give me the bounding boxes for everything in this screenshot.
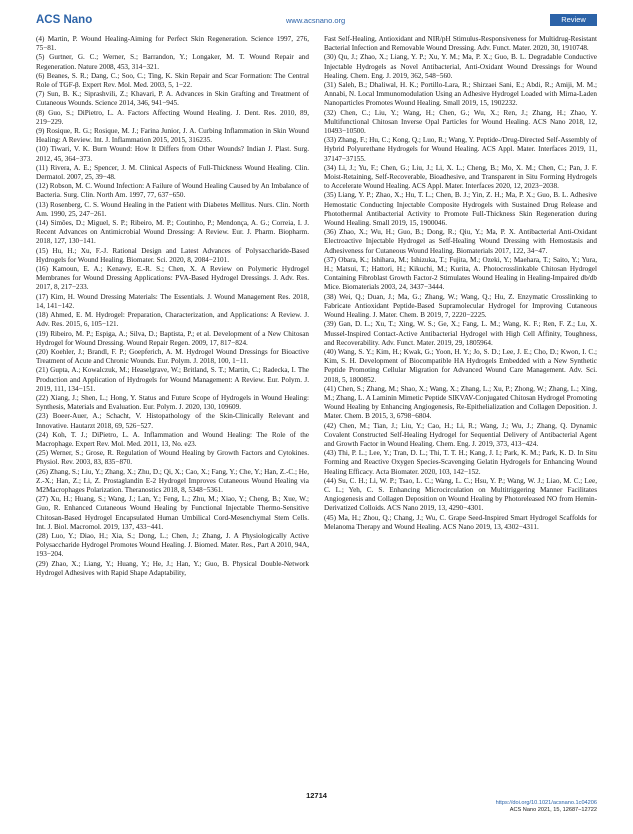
reference-item: (22) Xiang, J.; Shen, L.; Hong, Y. Status and Future Scope of Hydrogels in Wound Healing: Synthesis, Materials and Evaluation. Eur. Polym. J. 2020, 130, 109609. — [36, 393, 309, 412]
reference-item: (23) Boeer-Auer, A.; Schacht, V. Histopathology of the Skin-Clinically Relevant and Innovative. Hautarzt 2018, 69, 526−527. — [36, 412, 309, 430]
reference-item: (32) Chen, C.; Liu, Y.; Wang, H.; Chen, G.; Wu, X.; Ren, J.; Zhang, H.; Zhao, Y. Multifunctional Chitosan Inverse Opal Particles for Wound Healing. ACS Nano 2018, 12, 10493−10500. — [324, 108, 597, 136]
reference-item: (43) Thi, P. L.; Lee, Y.; Tran, D. L.; Thi, T. T. H.; Kang, J. I.; Park, K. M.; Park, K. D. In Situ Forming and Reactive Oxygen Species-Scavenging Gelatin Hydrogels for Enhancing Wound Healing Efficacy. Acta Biomater. 2020, 103, 142−152. — [324, 449, 597, 476]
reference-item: (19) Ribeiro, M. P.; Espiga, A.; Silva, D.; Baptista, P.; et al. Development of a New Chitosan Hydrogel for Wound Dressing. Wound Repair Regen. 2009, 17, 817−824. — [36, 329, 309, 347]
reference-item: (39) Gan, D. L.; Xu, T.; Xing, W. S.; Ge, X.; Fang, L. M.; Wang, K. F.; Ren, F. Z.; Lu, X. Mussel-Inspired Contact-Active Antibacterial Hydrogel with High Cell Affinity, Toughness, and Recoverability. Adv. Funct. Mater. 2019, 29, 1805964. — [324, 320, 597, 347]
reference-item: (36) Zhao, X.; Wu, H.; Guo, B.; Dong, R.; Qiu, Y.; Ma, P. X. Antibacterial Anti-Oxidant Electroactive Injectable Hydrogel as Self-Healing Wound Dressing with Hemostasis and Adhesiveness for Cutaneous Wound Healing. Biomaterials 2017, 122, 34−47. — [324, 228, 597, 255]
reference-item: (16) Kamoun, E. A.; Kenawy, E.-R. S.; Chen, X. A Review on Polymeric Hydrogel Membranes for Wound Dressing Applications: PVA-Based Hydrogel Dressings. J. Adv. Res. 2017, 8, 217−233. — [36, 265, 309, 292]
journal-citation: ACS Nano 2021, 15, 12687−12722 — [509, 807, 597, 813]
reference-item: (25) Werner, S.; Grose, R. Regulation of Wound Healing by Growth Factors and Cytokines. Physiol. Rev. 2003, 83, 835−870. — [36, 449, 309, 467]
footer-citation — [496, 800, 597, 814]
reference-item: (45) Ma, H.; Zhou, Q.; Chang, J.; Wu, C. Grape Seed-Inspired Smart Hydrogel Scaffolds for Melanoma Therapy and Wound Healing. ACS Nano 2019, 13, 4302−4311. — [324, 513, 597, 531]
page-number: 12714 — [306, 791, 327, 800]
reference-item: (17) Kim, H. Wound Dressing Materials: The Essentials. J. Wound Management Res. 2018, 14, 141−142. — [36, 292, 309, 310]
reference-item: (38) Wei, Q.; Duan, J.; Ma, G.; Zhang, W.; Wang, Q.; Hu, Z. Enzymatic Crosslinking to Fabricate Antioxidant Peptide-Based Supramolecular Hydrogel for Improving Cutaneous Wound Healing. J. Mater. Chem. B 2019, 7, 2220−2225. — [324, 292, 597, 320]
reference-item: (35) Liang, Y. P.; Zhao, X.; Hu, T. L.; Chen, B. J.; Yin, Z. H.; Ma, P. X.; Guo, B. L. Adhesive Hemostatic Conducting Injectable Composite Hydrogels with Sustained Drug Release and Photothermal Antibacterial Activity to Promote Full-Thickness Skin Regeneration during Wound Healing. Small 2019, 15, 1900046. — [324, 191, 597, 228]
reference-item: (42) Chen, M.; Tian, J.; Liu, Y.; Cao, H.; Li, R.; Wang, J.; Wu, J.; Zhang, Q. Dynamic Covalent Constructed Self-Healing Hydrogel for Sequential Delivery of Antibacterial Agent and Growth Factor in Wound Healing. Chem. Eng. J. 2019, 373, 413−424. — [324, 421, 597, 448]
doi-link[interactable]: https://doi.org/10.1021/acsnano.1c04206 — [495, 800, 597, 806]
reference-item: Fast Self-Healing, Antioxidant and NIR/pH Stimulus-Responsiveness for Multidrug-Resistant Bacterial Infection and Removable Wound Dressing. Adv. Funct. Mater. 2020, 30, 1910748. — [324, 35, 597, 53]
reference-item: (8) Guo, S.; DiPietro, L. A. Factors Affecting Wound Healing. J. Dent. Res. 2010, 89, 219−229. — [36, 108, 309, 126]
reference-item: (40) Wang, S. Y.; Kim, H.; Kwak, G.; Yoon, H. Y.; Jo, S. D.; Lee, J. E.; Cho, D.; Kwon, I. C.; Kim, S. H. Development of Biocompatible HA Hydrogels Embedded with a New Synthetic Peptide Promoting Cellular Migration for Advanced Wound Care Management. Adv. Sci. 2018, 5, 1800852. — [324, 347, 597, 384]
journal-url-link[interactable]: www.acsnano.org — [286, 16, 346, 25]
reference-item: (26) Zhang, S.; Liu, Y.; Zhang, X.; Zhu, D.; Qi, X.; Cao, X.; Fang, Y.; Che, Y.; Han, Z.-C.; He, Z.-X.; Han, Z.; Li, Z. Prostaglandin E-2 Hydrogel Improves Cutaneous Wound Healing via M2Macrophages Polarization. Theranostics 2018, 8, 5348−5361. — [36, 467, 309, 494]
reference-item: (11) Rivera, A. E.; Spencer, J. M. Clinical Aspects of Full-Thickness Wound Healing. Clin. Dermatol. 2007, 25, 39−48. — [36, 163, 309, 182]
reference-item: (21) Gupta, A.; Kowalczuk, M.; Heaselgrave, W.; Britland, S. T.; Martin, C.; Radecka, I. The Production and Application of Hydrogels for Wound Management: A Review. Eur. Polym. J. 2019, 111, 134−151. — [36, 366, 309, 393]
reference-item: (30) Qu, J.; Zhao, X.; Liang, Y. P.; Xu, Y. M.; Ma, P. X.; Guo, B. L. Degradable Conductive Injectable Hydrogels as Novel Antibacterial, Anti-Oxidant Wound Dressings for Wound Healing. Chem. Eng. J. 2019, 362, 548−560. — [324, 53, 597, 80]
reference-item: (41) Chen, S.; Zhang, M.; Shao, X.; Wang, X.; Zhang, L.; Xu, P.; Zhong, W.; Zhang, L.; Xing, M.; Zhang, L. A Laminin Mimetic Peptide SIKVAV-Conjugated Chitosan Hydrogel Promoting Wound Healing by Enhancing Angiogenesis, Re-Epithelialization and Collagen Deposition. J. Mater. Chem. B 2015, 3, 6798−6804. — [324, 384, 597, 421]
reference-item: (12) Robson, M. C. Wound Infection: A Failure of Wound Healing Caused by An Imbalance of Bacteria. Surg. Clin. North Am. 1997, 77, 637−650. — [36, 182, 309, 200]
reference-item: (44) Su, C. H.; Li, W. P.; Tsao, L. C.; Wang, L. C.; Hsu, Y. P.; Wang, W. J.; Liao, M. C.; Lee, C. L.; Yeh, C. S. Enhancing Microcirculation on Multitriggering Manner Facilitates Angiogenesis and Collagen Deposition on Wound Healing by Photoreleased NO from Hemin-Derivatized Colloids. ACS Nano 2019, 13, 4290−4301. — [324, 476, 597, 513]
reference-item: (34) Li, J.; Yu, F.; Chen, G.; Liu, J.; Li, X. L.; Cheng, B.; Mo, X. M.; Chen, C.; Pan, J. F. Moist-Retaining, Self-Recoverable, Bioadhesive, and Transparent in Situ Forming Hydrogels to Accelerate Wound Healing. ACS Appl. Mater. Interfaces 2020, 12, 2023−2038. — [324, 163, 597, 191]
reference-item: (4) Martin, P. Wound Healing-Aiming for Perfect Skin Regeneration. Science 1997, 276, 75−81. — [36, 35, 309, 53]
reference-item: (24) Koh, T. J.; DiPietro, L. A. Inflammation and Wound Healing: The Role of the Macrophage. Expert Rev. Mol. Med. 2011, 13, No. e23. — [36, 430, 309, 448]
reference-item: (9) Rosique, R. G.; Rosique, M. J.; Farina Junior, J. A. Curbing Inflammation in Skin Wound Healing: A Review. Int. J. Inflammation 2015, 2015, 316235. — [36, 127, 309, 145]
references-left-column — [36, 35, 309, 578]
reference-item: (29) Zhao, X.; Liang, Y.; Huang, Y.; He, J.; Han, Y.; Guo, B. Physical Double-Network Hydrogel Adhesives with Rapid Shape Adaptability, — [36, 559, 309, 577]
reference-item: (18) Ahmed, E. M. Hydrogel: Preparation, Characterization, and Applications: A Review. J. Adv. Res. 2015, 6, 105−121. — [36, 311, 309, 329]
reference-item: (27) Xu, H.; Huang, S.; Wang, J.; Lan, Y.; Feng, L.; Zhu, M.; Xiao, Y.; Cheng, B.; Xue, W.; Guo, R. Enhanced Cutaneous Wound Healing by Functional Injectable Thermo-Sensitive Chitosan-Based Hydrogel Encapsulated Human Umbilical Cord-Mesenchymal Stem Cells. Int. J. Biol. Macromol. 2019, 137, 433−441. — [36, 495, 309, 531]
reference-item: (6) Beanes, S. R.; Dang, C.; Soo, C.; Ting, K. Skin Repair and Scar Formation: The Central Role of TGF-β. Expert Rev. Mol. Med. 2003, 5, 1−22. — [36, 71, 309, 90]
page-header — [36, 14, 597, 30]
journal-name[interactable]: ACS Nano — [36, 14, 93, 26]
reference-item: (28) Luo, Y.; Diao, H.; Xia, S.; Dong, L.; Chen, J.; Zhang, J. A Physiologically Active Polysaccharide Hydrogel Promotes Wound Healing. J. Biomed. Mater. Res., Part A 2010, 94A, 193−204. — [36, 531, 309, 559]
references-right-column — [324, 35, 597, 532]
reference-item: (20) Koehler, J.; Brandl, F. P.; Goepferich, A. M. Hydrogel Wound Dressings for Bioactive Treatment of Acute and Chronic Wounds. Eur. Polym. J. 2018, 100, 1−11. — [36, 347, 309, 366]
reference-item: (33) Zhang, F.; Hu, C.; Kong, Q.; Luo, R.; Wang, Y. Peptide-/Drug-Directed Self-Assembly of Hybrid Polyurethane Hydrogels for Wound Healing. ACS Appl. Mater. Interfaces 2019, 11, 37147−37155. — [324, 136, 597, 163]
reference-item: (10) Tiwari, V. K. Burn Wound: How It Differs from Other Wounds? Indian J. Plast. Surg. 2012, 45, 364−373. — [36, 145, 309, 163]
reference-item: (37) Obara, K.; Ishihara, M.; Ishizuka, T.; Fujita, M.; Ozeki, Y.; Maehara, T.; Saito, Y.; Yura, H.; Matsui, T.; Hattori, H.; Kikuchi, M.; Kurita, A. Photocrosslinkable Chitosan Hydrogel Containing Fibroblast Growth Factor-2 Stimulates Wound Healing in Healing-Impaired db/db Mice. Biomaterials 2003, 24, 3437−3444. — [324, 255, 597, 292]
reference-item: (5) Gurtner, G. C.; Werner, S.; Barrandon, Y.; Longaker, M. T. Wound Repair and Regeneration. Nature 2008, 453, 314−321. — [36, 53, 309, 71]
reference-item: (31) Saleh, B.; Dhaliwal, H. K.; Portillo-Lara, R.; Shirzaei Sani, E.; Abdi, R.; Amiji, M. M.; Annabi, N. Local Immunomodulation Using an Adhesive Hydrogel Loaded with Mirna-Laden Nanoparticles Promotes Wound Healing. Small 2019, 15, 1902232. — [324, 81, 597, 108]
reference-item: (13) Rosenberg, C. S. Wound Healing in the Patient with Diabetes Mellitus. Nurs. Clin. North Am. 1990, 25, 247−261. — [36, 200, 309, 218]
article-type-badge: Review — [550, 14, 597, 26]
reference-item: (7) Sun, B. K.; Siprashvili, Z.; Khavari, P. A. Advances in Skin Grafting and Treatment of Cutaneous Wounds. Science 2014, 346, 941−945. — [36, 90, 309, 108]
reference-item: (14) Simões, D.; Miguel, S. P.; Ribeiro, M. P.; Coutinho, P.; Mendonça, A. G.; Correia, I. J. Recent Advances on Antimicrobial Wound Dressing: A Review. Eur. J. Pharm. Biopharm. 2018, 127, 130−141. — [36, 219, 309, 246]
reference-item: (15) Hu, H.; Xu, F.-J. Rational Design and Latest Advances of Polysaccharide-Based Hydrogels for Wound Healing. Biomater. Sci. 2020, 8, 2084−2101. — [36, 246, 309, 264]
